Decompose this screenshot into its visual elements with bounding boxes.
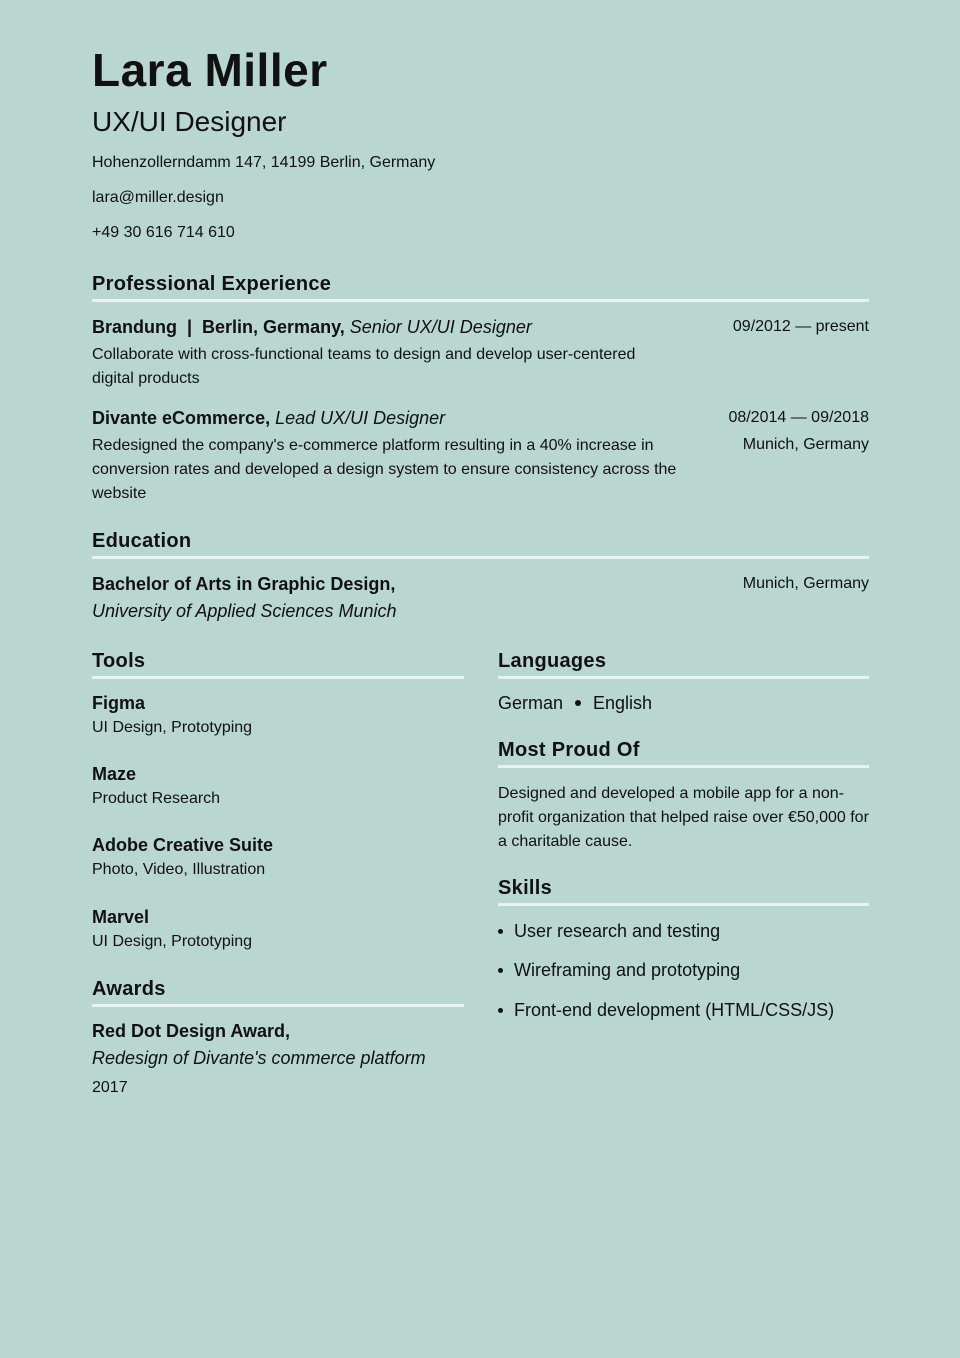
language-item: English <box>593 693 653 713</box>
languages-title: Languages <box>498 650 607 672</box>
skills-title: Skills <box>498 877 553 899</box>
tool-name: Marvel <box>92 907 150 927</box>
experience-item-1-heading <box>92 315 532 339</box>
experience-title: Professional Experience <box>92 273 332 295</box>
skill-item <box>498 958 740 982</box>
language-item: German <box>498 693 564 713</box>
person-name: Lara Miller <box>92 44 328 96</box>
skill-item <box>498 919 720 943</box>
skill-item <box>498 998 834 1022</box>
tool-name: Adobe Creative Suite <box>92 835 274 855</box>
experience-item-2-heading <box>92 406 445 430</box>
skill-label: Wireframing and prototyping <box>514 960 741 980</box>
experience-item-2-company: Divante eCommerce, <box>92 408 271 428</box>
skill-label: User research and testing <box>514 921 721 941</box>
tools-title: Tools <box>92 650 146 672</box>
proud-title: Most Proud Of <box>498 739 640 761</box>
languages-list <box>498 691 652 715</box>
languages-divider <box>498 676 869 679</box>
education-title: Education <box>92 530 192 552</box>
proud-divider <box>498 765 869 768</box>
tool-desc: UI Design, Prototyping <box>92 719 253 736</box>
experience-item-2-dates: 08/2014 — 09/2018 <box>728 409 869 426</box>
tools-divider <box>92 676 464 679</box>
bullet-icon <box>498 968 503 973</box>
address: Hohenzollerndamm 147, 14199 Berlin, Germany <box>92 154 436 171</box>
tool-name: Figma <box>92 693 146 713</box>
awards-divider <box>92 1004 464 1007</box>
skill-label: Front-end development (HTML/CSS/JS) <box>514 1000 835 1020</box>
bullet-icon <box>575 700 581 706</box>
skills-divider <box>498 903 869 906</box>
tool-name: Maze <box>92 764 137 784</box>
experience-item-1-dates: 09/2012 — present <box>732 318 869 335</box>
education-location: Munich, Germany <box>742 575 869 592</box>
tool-desc: Product Research <box>92 790 221 807</box>
experience-item-1-position: Senior UX/UI Designer <box>349 317 532 337</box>
bullet-icon <box>498 929 503 934</box>
education-school: University of Applied Sciences Munich <box>92 601 397 621</box>
experience-item-2-description: Redesigned the company's e-commerce platform resulting in a 40% increase in conversion rates and developed a design system to ensure consistency across the website <box>92 437 677 502</box>
proud-text: Designed and developed a mobile app for a non-profit organization that helped raise over €50,000 for a charitable cause. <box>498 785 869 850</box>
experience-item-2-location: Munich, Germany <box>742 436 869 453</box>
awards-title: Awards <box>92 978 166 1000</box>
experience-item-1-company: Brandung | Berlin, Germany, <box>92 317 345 337</box>
award-project: Redesign of Divante's commerce platform <box>92 1048 426 1068</box>
tool-desc: UI Design, Prototyping <box>92 933 253 950</box>
award-year: 2017 <box>92 1079 128 1096</box>
experience-item-1-description: Collaborate with cross-functional teams to design and develop user-centered digital products <box>92 346 636 387</box>
phone: +49 30 616 714 610 <box>92 224 235 241</box>
education-degree: Bachelor of Arts in Graphic Design, <box>92 574 396 594</box>
tool-desc: Photo, Video, Illustration <box>92 861 266 878</box>
award-name: Red Dot Design Award, <box>92 1021 291 1041</box>
experience-divider <box>92 299 869 302</box>
job-role: UX/UI Designer <box>92 106 287 137</box>
email[interactable]: lara@miller.design <box>92 189 224 206</box>
experience-item-2-position: Lead UX/UI Designer <box>275 408 446 428</box>
bullet-icon <box>498 1008 503 1013</box>
education-divider <box>92 556 869 559</box>
